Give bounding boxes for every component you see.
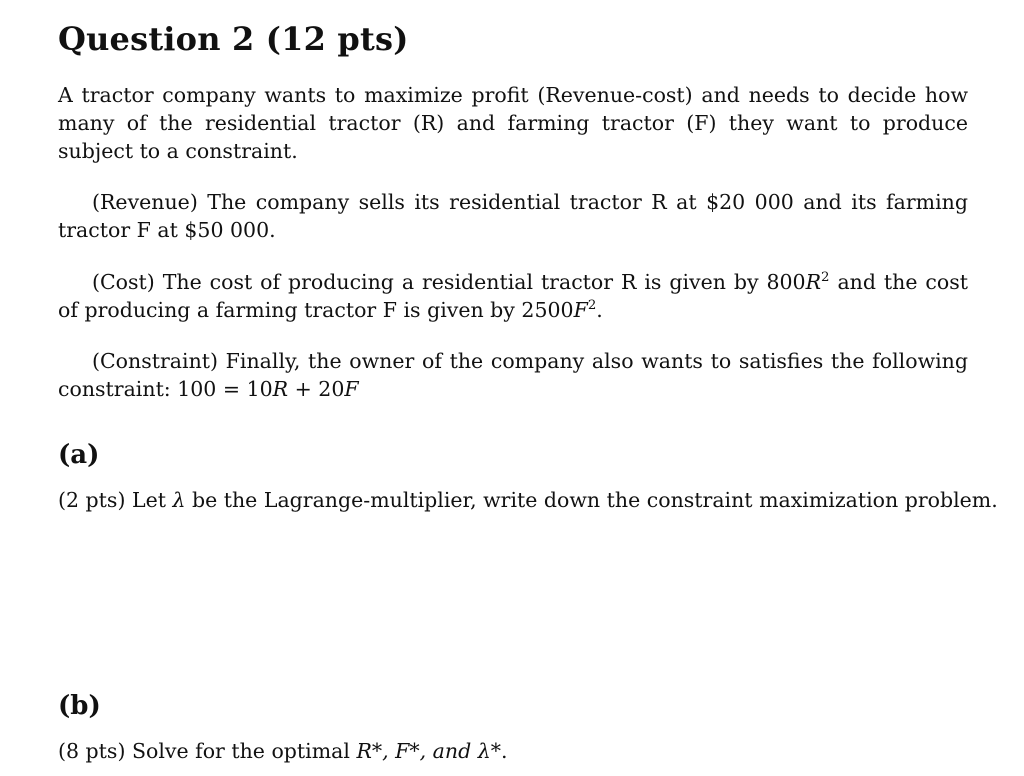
part-a-text-part-1: (2 pts) Let (58, 488, 173, 512)
constraint-text: (Constraint) Finally, the owner of the company also wants to satisfies the following constraint: 100 = 10 (58, 349, 968, 401)
cost-f-exponent: 2 (587, 298, 597, 314)
cost-paragraph (58, 268, 968, 324)
cost-text-part-3: . (596, 298, 603, 322)
constraint-plus: + 20 (288, 377, 345, 401)
cost-r-exponent: 2 (821, 270, 830, 286)
part-a-heading: (a) (58, 440, 100, 470)
cost-f-variable: F (573, 298, 588, 322)
part-b-text-part-2: . (500, 739, 508, 763)
constraint-r-variable: R (272, 377, 289, 401)
constraint-paragraph (58, 347, 968, 403)
part-b-text (58, 737, 508, 765)
cost-r-variable: R (805, 270, 822, 294)
part-b-optimal-values: R*, F*, and λ* (356, 739, 501, 763)
constraint-f-variable: F (344, 377, 359, 401)
part-b-text-part-1: (8 pts) Solve for the optimal (58, 739, 357, 763)
part-a-lambda: λ (172, 488, 186, 512)
part-a-text (58, 486, 998, 514)
part-a-text-part-2: be the Lagrange-multiplier, write down the constraint maximization problem. (185, 488, 998, 512)
revenue-paragraph: (Revenue) The company sells its residential tractor R at $20 000 and its farming tractor F at $50 000. (58, 190, 968, 242)
question-title: Question 2 (12 pts) (58, 20, 409, 58)
cost-text-part-1: (Cost) The cost of producing a residential tractor R is given by 800 (92, 270, 806, 294)
cost-text-part-2: and the cost of producing a farming tractor F is given by 2500 (58, 270, 968, 322)
part-b-heading: (b) (58, 691, 101, 721)
intro-paragraph: A tractor company wants to maximize profit (Revenue-cost) and needs to decide how many of the residential tractor (R) and farming tractor (F) they want to produce subject to a constraint. (58, 83, 968, 163)
